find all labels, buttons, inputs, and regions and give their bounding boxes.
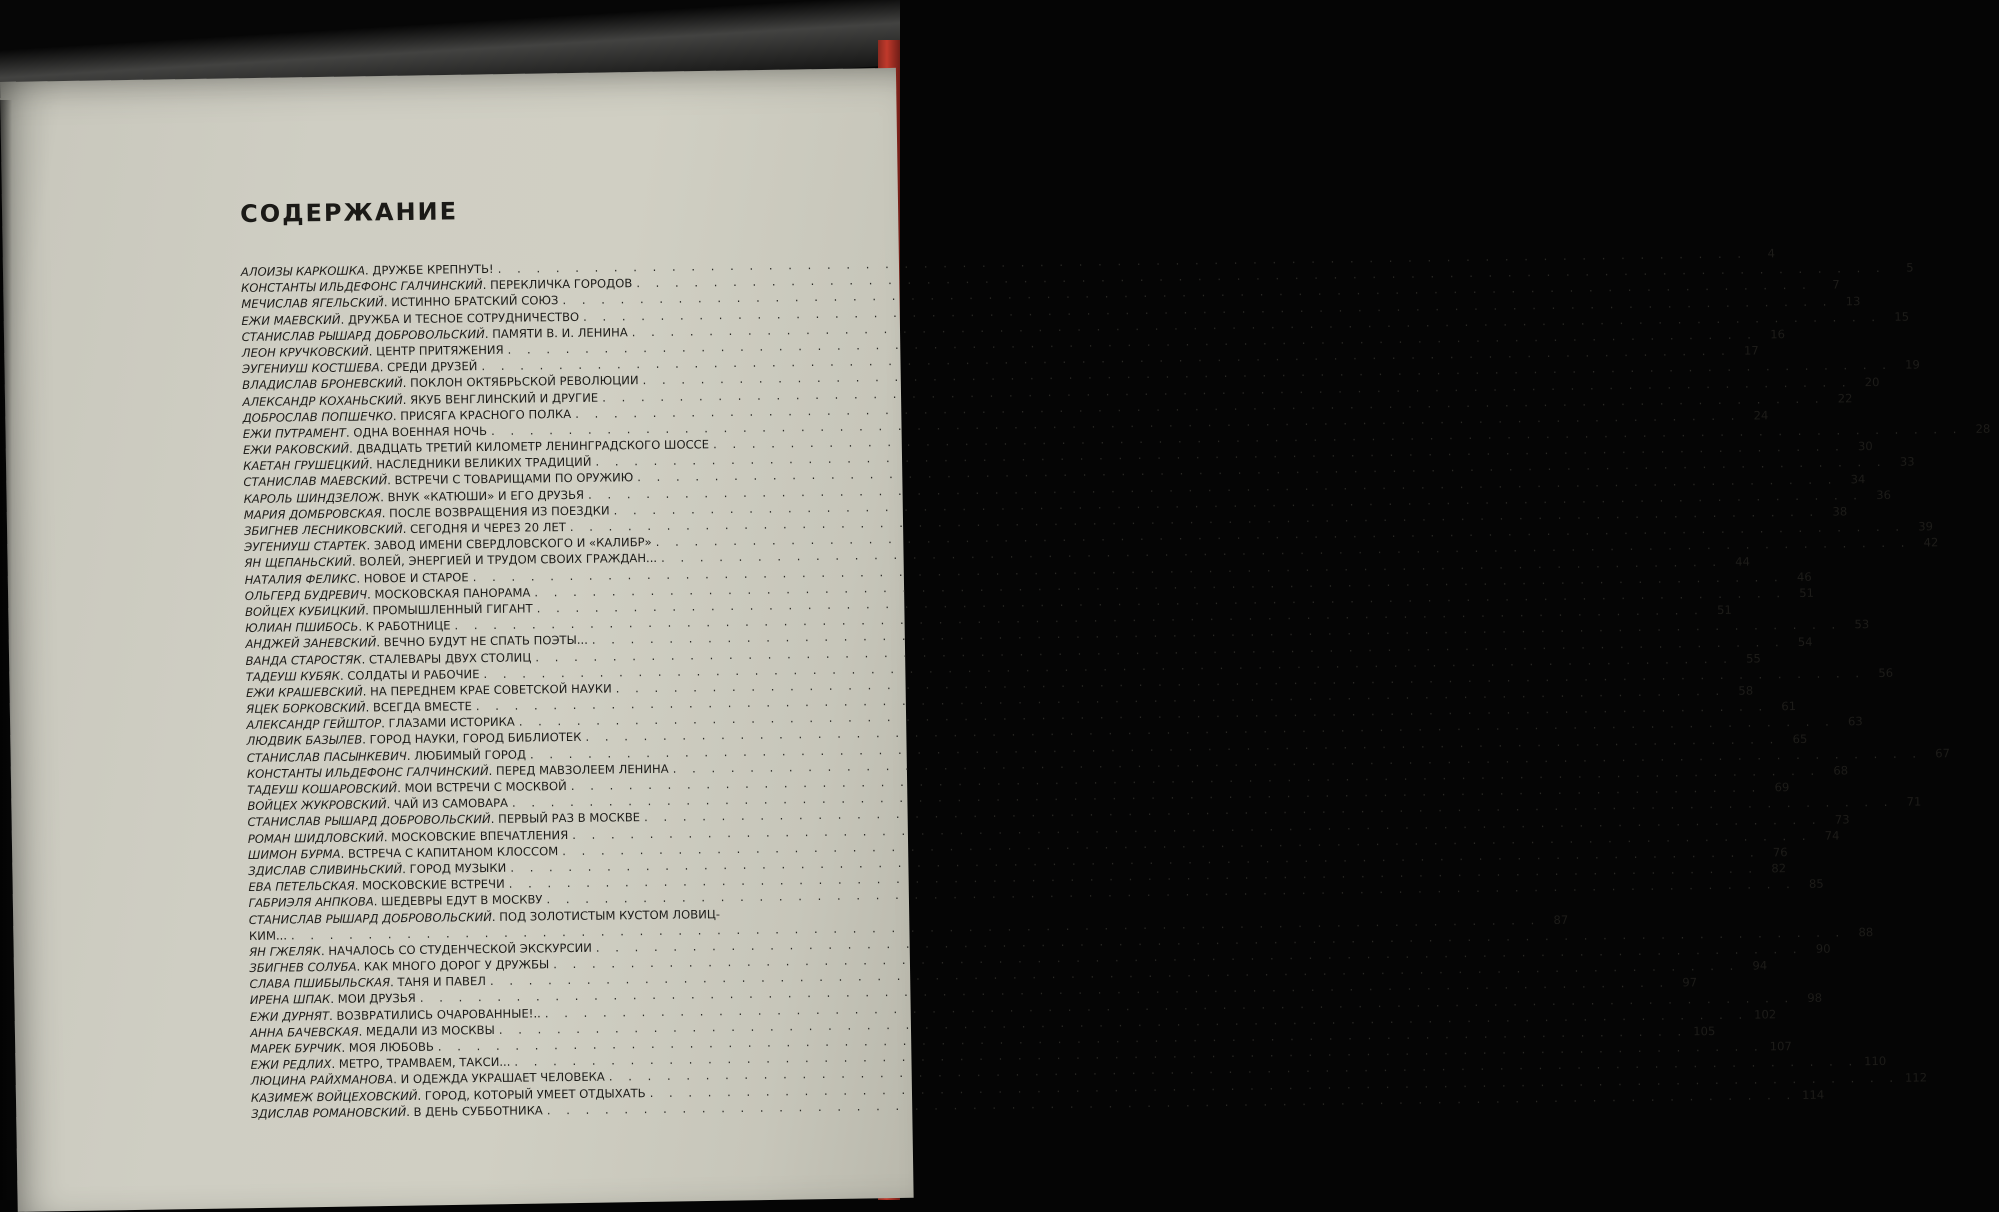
toc-author: СТАНИСЛАВ РЫШАРД ДОБРОВОЛЬСКИЙ bbox=[249, 909, 492, 926]
toc-author: ЛЕОН КРУЧКОВСКИЙ bbox=[242, 344, 369, 360]
toc-entry-text: ЕЖИ РЕДЛИХ. МЕТРО, ТРАМВАЕМ, ТАКСИ... bbox=[250, 1054, 510, 1073]
toc-page-number: 16 bbox=[1763, 326, 1785, 342]
toc-work-title: ШЕДЕВРЫ ЕДУТ В МОСКВУ bbox=[381, 893, 542, 909]
toc-page-number: 20 bbox=[1857, 373, 1879, 389]
toc-author: ИРЕНА ШПАК bbox=[250, 992, 331, 1007]
toc-author: РОМАН ШИДЛОВСКИЙ bbox=[248, 830, 384, 846]
toc-author: ЕЖИ ДУРНЯТ bbox=[250, 1009, 329, 1024]
toc-page-number: 53 bbox=[1847, 616, 1869, 632]
table-of-contents bbox=[240, 193, 816, 1122]
toc-entry-text: ЯЦЕК БОРКОВСКИЙ. ВСЕГДА ВМЕСТЕ bbox=[246, 698, 472, 717]
toc-page-number: 51 bbox=[1710, 602, 1732, 618]
toc-entry-text: ЕЖИ КРАШЕВСКИЙ. НА ПЕРЕДНЕМ КРАЕ СОВЕТСКОЙ НАУКИ bbox=[246, 680, 612, 701]
toc-page-number: 65 bbox=[1785, 731, 1807, 747]
toc-entry-text: СТАНИСЛАВ РЫШАРД ДОБРОВОЛЬСКИЙ. ПЕРВЫЙ РАЗ В МОСКВЕ bbox=[248, 810, 641, 831]
toc-entry-text: КАЕТАН ГРУШЕЦКИЙ. НАСЛЕДНИКИ ВЕЛИКИХ ТРАДИЦИЙ bbox=[243, 454, 591, 474]
toc-author: МЕЧИСЛАВ ЯГЕЛЬСКИЙ bbox=[241, 296, 384, 312]
toc-entry-text: ЕЖИ МАЕВСКИЙ. ДРУЖБА И ТЕСНОЕ СОТРУДНИЧЕСТВО bbox=[241, 308, 579, 328]
toc-page-number: 36 bbox=[1869, 487, 1891, 503]
toc-author: ЮЛИАН ПШИБОСЬ bbox=[245, 620, 358, 635]
toc-work-title: ВСЕГДА ВМЕСТЕ bbox=[373, 699, 472, 714]
toc-author: ЛЮЦИНА РАЙХМАНОВА bbox=[251, 1073, 394, 1089]
toc-page-number: 39 bbox=[1911, 519, 1933, 535]
toc-page-number: 98 bbox=[1800, 989, 1822, 1005]
toc-work-title: ЦЕНТР ПРИТЯЖЕНИЯ bbox=[376, 343, 504, 359]
toc-page-number: 33 bbox=[1892, 454, 1914, 470]
toc-work-title: ИСТИННО БРАТСКИЙ СОЮЗ bbox=[391, 293, 558, 309]
toc-entry-text: ЛЮДВИК БАЗЫЛЕВ. ГОРОД НАУКИ, ГОРОД БИБЛИОТЕК bbox=[247, 729, 582, 749]
toc-page-number: 42 bbox=[1916, 535, 1938, 551]
toc-author: СЛАВА ПШИБЫЛЬСКАЯ bbox=[249, 975, 390, 991]
toc-author: ЛЮДВИК БАЗЫЛЕВ bbox=[247, 733, 363, 748]
toc-page-number: 107 bbox=[1770, 1038, 1792, 1054]
toc-entry-text: ЕЖИ ПУТРАМЕНТ. ОДНА ВОЕННАЯ НОЧЬ bbox=[243, 423, 487, 442]
toc-page-number: 105 bbox=[1693, 1023, 1715, 1039]
toc-entry-text: МАРЕК БУРЧИК. МОЯ ЛЮБОВЬ bbox=[250, 1039, 434, 1057]
toc-list bbox=[241, 257, 816, 1122]
toc-author: ТАДЕУШ КОШАРОВСКИЙ bbox=[247, 781, 397, 797]
toc-author: КАРОЛЬ ШИНДЗЕЛОЖ bbox=[244, 490, 381, 506]
toc-work-title: НАСЛЕДНИКИ ВЕЛИКИХ ТРАДИЦИЙ bbox=[376, 455, 591, 472]
toc-entry-text: ЯН ГЖЕЛЯК. НАЧАЛОСЬ СО СТУДЕНЧЕСКОЙ ЭКСКУРСИИ bbox=[249, 940, 592, 960]
toc-author: НАТАЛИЯ ФЕЛИКС bbox=[245, 571, 357, 586]
toc-author: ШИМОН БУРМА bbox=[248, 847, 341, 862]
toc-work-title: В ДЕНЬ СУББОТНИКА bbox=[414, 1103, 543, 1119]
toc-author: СТАНИСЛАВ ПАСЫНКЕВИЧ bbox=[247, 749, 407, 765]
toc-author: ВАНДА СТАРОСТЯК bbox=[246, 652, 362, 667]
toc-page-number: 67 bbox=[1928, 745, 1950, 761]
toc-work-title: ПЕРЕД МАВЗОЛЕЕМ ЛЕНИНА bbox=[496, 762, 669, 778]
toc-page-number: 4 bbox=[1753, 245, 1775, 261]
toc-author: ЭУГЕНИУШ КОСТШЕВА bbox=[242, 360, 380, 376]
toc-entry-text: ВАНДА СТАРОСТЯК. СТАЛЕВАРЫ ДВУХ СТОЛИЦ bbox=[246, 649, 532, 669]
toc-work-title: МЕТРО, ТРАМВАЕМ, ТАКСИ... bbox=[339, 1055, 511, 1071]
toc-work-title: ТАНЯ И ПАВЕЛ bbox=[397, 974, 486, 989]
toc-author: ВОЙЦЕХ КУБИЦКИЙ bbox=[245, 603, 365, 618]
toc-page-number: 34 bbox=[1843, 471, 1865, 487]
toc-work-title: ЛЮБИМЫЙ ГОРОД bbox=[414, 747, 526, 762]
toc-author: КАЕТАН ГРУШЕЦКИЙ bbox=[243, 458, 369, 474]
toc-entry-text: ЛЮЦИНА РАЙХМАНОВА. И ОДЕЖДА УКРАШАЕТ ЧЕЛОВЕКА bbox=[251, 1069, 605, 1090]
toc-page-number: 19 bbox=[1898, 357, 1920, 373]
toc-page-number: 90 bbox=[1808, 941, 1830, 957]
toc-page-number: 68 bbox=[1826, 762, 1848, 778]
toc-entry-text: ЭУГЕНИУШ СТАРТЕК. ЗАВОД ИМЕНИ СВЕРДЛОВСКОГО И «КАЛИБР» bbox=[244, 534, 652, 555]
toc-entry-text: СЛАВА ПШИБЫЛЬСКАЯ. ТАНЯ И ПАВЕЛ bbox=[249, 973, 486, 992]
toc-page-number: 82 bbox=[1764, 860, 1786, 876]
toc-work-title: ПОД ЗОЛОТИСТЫМ КУСТОМ ЛОВИЦ- bbox=[499, 907, 720, 924]
toc-work-title: МОИ ВСТРЕЧИ С МОСКВОЙ bbox=[404, 779, 566, 795]
toc-entry-text: ЮЛИАН ПШИБОСЬ. К РАБОТНИЦЕ bbox=[245, 618, 450, 637]
toc-work-title: НАЧАЛОСЬ СО СТУДЕНЧЕСКОЙ ЭКСКУРСИИ bbox=[328, 941, 592, 958]
toc-work-title: МОСКОВСКАЯ ПАНОРАМА bbox=[374, 585, 530, 601]
toc-entry-text: КАРОЛЬ ШИНДЗЕЛОЖ. ВНУК «КАТЮШИ» И ЕГО ДРУЗЬЯ bbox=[244, 486, 585, 506]
toc-work-title: ОДНА ВОЕННАЯ НОЧЬ bbox=[353, 424, 487, 440]
toc-page-number: 102 bbox=[1754, 1006, 1776, 1022]
toc-work-title: ПРОМЫШЛЕННЫЙ ГИГАНТ bbox=[373, 601, 533, 617]
toc-page-number: 114 bbox=[1802, 1086, 1824, 1102]
toc-page-number: 46 bbox=[1790, 569, 1812, 585]
toc-page-number: 5 bbox=[1891, 260, 1913, 276]
toc-page-number: 7 bbox=[1818, 277, 1840, 293]
toc-work-title: ПОСЛЕ ВОЗВРАЩЕНИЯ ИЗ ПОЕЗДКИ bbox=[389, 503, 610, 520]
toc-author: ВЛАДИСЛАВ БРОНЕВСКИЙ bbox=[242, 376, 403, 392]
toc-page-number: 94 bbox=[1745, 958, 1767, 974]
toc-work-title: ГОРОД МУЗЫКИ bbox=[409, 861, 506, 876]
toc-author: ЯЦЕК БОРКОВСКИЙ bbox=[246, 701, 366, 716]
toc-work-title: ДВАДЦАТЬ ТРЕТИЙ КИЛОМЕТР ЛЕНИНГРАДСКОГО ШОССЕ bbox=[356, 437, 709, 455]
toc-work-title: ГОРОД НАУКИ, ГОРОД БИБЛИОТЕК bbox=[370, 730, 582, 747]
page-title: СОДЕРЖАНИЕ bbox=[240, 193, 805, 228]
toc-page-number: 56 bbox=[1871, 665, 1893, 681]
toc-entry-text: ВОЙЦЕХ КУБИЦКИЙ. ПРОМЫШЛЕННЫЙ ГИГАНТ bbox=[245, 600, 533, 620]
toc-author: ЗБИГНЕВ ЛЕСНИКОВСКИЙ bbox=[244, 522, 403, 538]
toc-entry-text: ДОБРОСЛАВ ПОПШЕЧКО. ПРИСЯГА КРАСНОГО ПОЛКА bbox=[243, 406, 572, 426]
toc-page-number: 87 bbox=[1546, 912, 1568, 928]
toc-page-number: 69 bbox=[1767, 779, 1789, 795]
toc-work-title: ПАМЯТИ В. И. ЛЕНИНА bbox=[492, 325, 628, 341]
toc-author: ЯН ГЖЕЛЯК bbox=[249, 944, 321, 959]
toc-author: СТАНИСЛАВ МАЕВСКИЙ bbox=[243, 474, 387, 490]
spine-shadow bbox=[0, 100, 12, 1200]
toc-work-title: МЕДАЛИ ИЗ МОСКВЫ bbox=[366, 1023, 495, 1039]
toc-page-number: 15 bbox=[1887, 308, 1909, 324]
toc-entry-text: КОНСТАНТЫ ИЛЬДЕФОНС ГАЛЧИНСКИЙ. ПЕРЕКЛИЧКА ГОРОДОВ bbox=[241, 275, 632, 296]
toc-entry-text: АННА БАЧЕВСКАЯ. МЕДАЛИ ИЗ МОСКВЫ bbox=[250, 1022, 495, 1041]
toc-work-title: МОСКОВСКИЕ ВПЕЧАТЛЕНИЯ bbox=[391, 828, 568, 844]
toc-entry-text: МАРИЯ ДОМБРОВСКАЯ. ПОСЛЕ ВОЗВРАЩЕНИЯ ИЗ ПОЕЗДКИ bbox=[244, 502, 610, 523]
toc-author: ДОБРОСЛАВ ПОПШЕЧКО bbox=[243, 409, 393, 425]
photo-scene bbox=[0, 0, 900, 1200]
toc-author: КОНСТАНТЫ ИЛЬДЕФОНС ГАЛЧИНСКИЙ bbox=[247, 764, 489, 781]
toc-work-title: ВНУК «КАТЮШИ» И ЕГО ДРУЗЬЯ bbox=[388, 487, 585, 503]
toc-entry-text: СТАНИСЛАВ ПАСЫНКЕВИЧ. ЛЮБИМЫЙ ГОРОД bbox=[247, 746, 526, 766]
toc-author: СТАНИСЛАВ РЫШАРД ДОБРОВОЛЬСКИЙ bbox=[242, 327, 485, 344]
toc-entry-text: ВОЙЦЕХ ЖУКРОВСКИЙ. ЧАЙ ИЗ САМОВАРА bbox=[247, 795, 508, 814]
toc-work-title: МОЯ ЛЮБОВЬ bbox=[349, 1040, 434, 1055]
toc-work-title: КАК МНОГО ДОРОГ У ДРУЖБЫ bbox=[364, 957, 550, 973]
toc-page-number: 61 bbox=[1774, 698, 1796, 714]
toc-page-number: 30 bbox=[1851, 438, 1873, 454]
toc-work-title: ЧАЙ ИЗ САМОВАРА bbox=[394, 796, 508, 811]
toc-work-title: НА ПЕРЕДНЕМ КРАЕ СОВЕТСКОЙ НАУКИ bbox=[370, 681, 612, 698]
toc-work-title: ПОКЛОН ОКТЯБРЬСКОЙ РЕВОЛЮЦИИ bbox=[410, 373, 639, 390]
toc-page-number: 63 bbox=[1841, 714, 1863, 730]
toc-work-title: ПЕРВЫЙ РАЗ В МОСКВЕ bbox=[498, 811, 640, 827]
toc-page-number: 17 bbox=[1737, 343, 1759, 359]
toc-author: ВОЙЦЕХ ЖУКРОВСКИЙ bbox=[247, 797, 386, 813]
toc-work-title: ГОРОД, КОТОРЫЙ УМЕЕТ ОТДЫХАТЬ bbox=[425, 1086, 646, 1103]
toc-author: ЕЖИ РАКОВСКИЙ bbox=[243, 442, 349, 457]
toc-work-title: МОИ ДРУЗЬЯ bbox=[338, 991, 416, 1006]
toc-entry-text: ЕЖИ ДУРНЯТ. ВОЗВРАТИЛИСЬ ОЧАРОВАННЫЕ!.. bbox=[250, 1005, 541, 1025]
toc-page-number: 112 bbox=[1905, 1069, 1927, 1085]
toc-work-title: ВОЛЕЙ, ЭНЕРГИЕЙ И ТРУДОМ СВОИХ ГРАЖДАН... bbox=[359, 551, 657, 569]
toc-author: ЕЖИ РЕДЛИХ bbox=[250, 1057, 331, 1072]
toc-work-title: ПРИСЯГА КРАСНОГО ПОЛКА bbox=[400, 407, 571, 423]
toc-page-number: 88 bbox=[1851, 924, 1873, 940]
toc-author: КАЗИМЕЖ ВОЙЦЕХОВСКИЙ bbox=[251, 1088, 418, 1104]
toc-entry-text: КАЗИМЕЖ ВОЙЦЕХОВСКИЙ. ГОРОД, КОТОРЫЙ УМЕЕТ ОТДЫХАТЬ bbox=[251, 1085, 646, 1106]
toc-author: ГАБРИЭЛЯ АНПКОВА bbox=[249, 895, 374, 911]
toc-author: АННА БАЧЕВСКАЯ bbox=[250, 1024, 359, 1039]
toc-author: ЕВА ПЕТЕЛЬСКАЯ bbox=[248, 879, 355, 894]
toc-author: ЕЖИ МАЕВСКИЙ bbox=[241, 312, 340, 327]
toc-entry-text: СТАНИСЛАВ РЫШАРД ДОБРОВОЛЬСКИЙ. ПАМЯТИ В. И. ЛЕНИНА bbox=[242, 324, 628, 345]
toc-work-title: СТАЛЕВАРЫ ДВУХ СТОЛИЦ bbox=[369, 650, 532, 666]
toc-page-number: 22 bbox=[1830, 390, 1852, 406]
toc-entry-text: ГАБРИЭЛЯ АНПКОВА. ШЕДЕВРЫ ЕДУТ В МОСКВУ bbox=[248, 892, 542, 912]
toc-work-title: ВЕЧНО БУДУТ НЕ СПАТЬ ПОЭТЫ... bbox=[384, 633, 588, 649]
toc-work-title: СЕГОДНЯ И ЧЕРЕЗ 20 ЛЕТ bbox=[410, 520, 566, 536]
toc-entry-text: КОНСТАНТЫ ИЛЬДЕФОНС ГАЛЧИНСКИЙ. ПЕРЕД МАВЗОЛЕЕМ ЛЕНИНА bbox=[247, 761, 669, 782]
toc-work-title: КИМ... bbox=[249, 928, 287, 942]
toc-entry-text: РОМАН ШИДЛОВСКИЙ. МОСКОВСКИЕ ВПЕЧАТЛЕНИЯ bbox=[248, 827, 569, 847]
toc-entry-text: ВЛАДИСЛАВ БРОНЕВСКИЙ. ПОКЛОН ОКТЯБРЬСКОЙ РЕВОЛЮЦИИ bbox=[242, 372, 639, 393]
toc-entry-text: АЛЕКСАНДР ГЕЙШТОР. ГЛАЗАМИ ИСТОРИКА bbox=[246, 714, 515, 733]
toc-work-title: ДРУЖБЕ КРЕПНУТЬ! bbox=[372, 262, 493, 277]
toc-work-title: ВОЗВРАТИЛИСЬ ОЧАРОВАННЫЕ!.. bbox=[336, 1006, 540, 1022]
toc-author: ЗДИСЛАВ СЛИВИНЬСКИЙ bbox=[248, 862, 402, 878]
toc-page-number: 51 bbox=[1792, 585, 1814, 601]
toc-author: АЛЕКСАНДР КОХАНЬСКИЙ bbox=[242, 393, 402, 409]
toc-page-number: 28 bbox=[1968, 421, 1990, 437]
toc-page-number: 13 bbox=[1838, 293, 1860, 309]
toc-work-title: ВСТРЕЧИ С ТОВАРИЩАМИ ПО ОРУЖИЮ bbox=[395, 471, 634, 488]
toc-entry-text bbox=[249, 927, 287, 944]
toc-entry-text: ЯН ЩЕПАНЬСКИЙ. ВОЛЕЙ, ЭНЕРГИЕЙ И ТРУДОМ СВОИХ ГРАЖДАН... bbox=[244, 550, 657, 571]
toc-author: МАРЕК БУРЧИК bbox=[250, 1041, 341, 1056]
toc-entry-text: СТАНИСЛАВ РЫШАРД ДОБРОВОЛЬСКИЙ. ПОД ЗОЛОТИСТЫМ КУСТОМ ЛОВИЦ- bbox=[249, 906, 720, 928]
toc-author: ЯН ЩЕПАНЬСКИЙ bbox=[244, 555, 352, 570]
toc-author: АНДЖЕЙ ЗАНЕВСКИЙ bbox=[245, 636, 376, 652]
toc-page-number: 97 bbox=[1675, 975, 1697, 991]
toc-work-title: ГЛАЗАМИ ИСТОРИКА bbox=[388, 715, 514, 731]
toc-page-number: 58 bbox=[1731, 683, 1753, 699]
toc-author: АЛОИЗЫ КАРКОШКА bbox=[241, 263, 365, 279]
toc-work-title: НОВОЕ И СТАРОЕ bbox=[364, 570, 469, 585]
toc-page-number: 76 bbox=[1765, 844, 1787, 860]
toc-work-title: СОЛДАТЫ И РАБОЧИЕ bbox=[347, 667, 479, 683]
toc-entry-text: НАТАЛИЯ ФЕЛИКС. НОВОЕ И СТАРОЕ bbox=[245, 569, 469, 588]
toc-author: ЗДИСЛАВ РОМАНОВСКИЙ bbox=[251, 1105, 406, 1121]
toc-page-number: 85 bbox=[1802, 876, 1824, 892]
toc-page-number: 44 bbox=[1728, 553, 1750, 569]
toc-author: КОНСТАНТЫ ИЛЬДЕФОНС ГАЛЧИНСКИЙ bbox=[241, 278, 483, 295]
toc-author: ЕЖИ КРАШЕВСКИЙ bbox=[246, 684, 363, 699]
toc-work-title: ПЕРЕКЛИЧКА ГОРОДОВ bbox=[490, 276, 632, 292]
toc-entry-text: АЛОИЗЫ КАРКОШКА. ДРУЖБЕ КРЕПНУТЬ! bbox=[241, 261, 494, 280]
toc-author: СТАНИСЛАВ РЫШАРД ДОБРОВОЛЬСКИЙ bbox=[248, 812, 491, 829]
toc-author: ЕЖИ ПУТРАМЕНТ bbox=[243, 426, 346, 441]
toc-work-title: ВСТРЕЧА С КАПИТАНОМ КЛОССОМ bbox=[348, 844, 558, 861]
toc-entry-text: АНДЖЕЙ ЗАНЕВСКИЙ. ВЕЧНО БУДУТ НЕ СПАТЬ ПОЭТЫ... bbox=[245, 632, 588, 652]
toc-page-number: 55 bbox=[1739, 650, 1761, 666]
toc-page-number: 24 bbox=[1746, 407, 1768, 423]
toc-author: ОЛЬГЕРД БУДРЕВИЧ bbox=[245, 587, 367, 602]
toc-work-title: ЯКУБ ВЕНГЛИНСКИЙ И ДРУГИЕ bbox=[410, 390, 598, 406]
toc-entry-text: ТАДЕУШ КОШАРОВСКИЙ. МОИ ВСТРЕЧИ С МОСКВОЙ bbox=[247, 778, 567, 798]
toc-entry-text: ЗБИГНЕВ СОЛУБА. КАК МНОГО ДОРОГ У ДРУЖБЫ bbox=[249, 956, 549, 976]
toc-author: АЛЕКСАНДР ГЕЙШТОР bbox=[246, 717, 381, 733]
toc-entry-text: ИРЕНА ШПАК. МОИ ДРУЗЬЯ bbox=[250, 990, 416, 1008]
toc-entry-text: СТАНИСЛАВ МАЕВСКИЙ. ВСТРЕЧИ С ТОВАРИЩАМИ ПО ОРУЖИЮ bbox=[243, 470, 633, 491]
toc-work-title: СРЕДИ ДРУЗЕЙ bbox=[387, 359, 478, 374]
toc-entry-text: ОЛЬГЕРД БУДРЕВИЧ. МОСКОВСКАЯ ПАНОРАМА bbox=[245, 584, 531, 604]
toc-page-number: 74 bbox=[1817, 827, 1839, 843]
toc-work-title: К РАБОТНИЦЕ bbox=[366, 619, 451, 634]
toc-entry-text: ЗБИГНЕВ ЛЕСНИКОВСКИЙ. СЕГОДНЯ И ЧЕРЕЗ 20 ЛЕТ bbox=[244, 519, 566, 539]
toc-author: ТАДЕУШ КУБЯК bbox=[246, 669, 340, 684]
toc-page-number: 38 bbox=[1825, 503, 1847, 519]
toc-page-number: 71 bbox=[1899, 794, 1921, 810]
toc-page-number: 54 bbox=[1791, 633, 1813, 649]
toc-entry-text: ШИМОН БУРМА. ВСТРЕЧА С КАПИТАНОМ КЛОССОМ bbox=[248, 843, 558, 863]
toc-page-number: 73 bbox=[1827, 811, 1849, 827]
toc-entry-text: ЛЕОН КРУЧКОВСКИЙ. ЦЕНТР ПРИТЯЖЕНИЯ bbox=[242, 342, 504, 361]
toc-author: ЭУГЕНИУШ СТАРТЕК bbox=[244, 539, 366, 554]
toc-entry-text: ТАДЕУШ КУБЯК. СОЛДАТЫ И РАБОЧИЕ bbox=[246, 666, 480, 685]
toc-work-title: И ОДЕЖДА УКРАШАЕТ ЧЕЛОВЕКА bbox=[400, 1070, 604, 1086]
toc-work-title: ДРУЖБА И ТЕСНОЕ СОТРУДНИЧЕСТВО bbox=[348, 309, 579, 326]
toc-work-title: ЗАВОД ИМЕНИ СВЕРДЛОВСКОГО И «КАЛИБР» bbox=[374, 535, 652, 552]
toc-author: МАРИЯ ДОМБРОВСКАЯ bbox=[244, 506, 382, 522]
toc-entry-text: ЭУГЕНИУШ КОСТШЕВА. СРЕДИ ДРУЗЕЙ bbox=[242, 358, 478, 377]
toc-entry-text: АЛЕКСАНДР КОХАНЬСКИЙ. ЯКУБ ВЕНГЛИНСКИЙ И ДРУГИЕ bbox=[242, 389, 598, 410]
toc-author: ЗБИГНЕВ СОЛУБА bbox=[249, 960, 356, 975]
toc-entry-text: ЗДИСЛАВ РОМАНОВСКИЙ. В ДЕНЬ СУББОТНИКА bbox=[251, 1102, 543, 1122]
toc-entry-text: ЕВА ПЕТЕЛЬСКАЯ. МОСКОВСКИЕ ВСТРЕЧИ bbox=[248, 876, 505, 895]
toc-page-number: 110 bbox=[1864, 1053, 1886, 1069]
toc-entry-text: МЕЧИСЛАВ ЯГЕЛЬСКИЙ. ИСТИННО БРАТСКИЙ СОЮЗ bbox=[241, 292, 558, 312]
toc-leader-dots bbox=[724, 917, 786, 918]
toc-work-title: МОСКОВСКИЕ ВСТРЕЧИ bbox=[362, 877, 505, 893]
toc-entry-text: ЗДИСЛАВ СЛИВИНЬСКИЙ. ГОРОД МУЗЫКИ bbox=[248, 860, 506, 879]
toc-entry-text: ЕЖИ РАКОВСКИЙ. ДВАДЦАТЬ ТРЕТИЙ КИЛОМЕТР ЛЕНИНГРАДСКОГО ШОССЕ bbox=[243, 436, 709, 458]
